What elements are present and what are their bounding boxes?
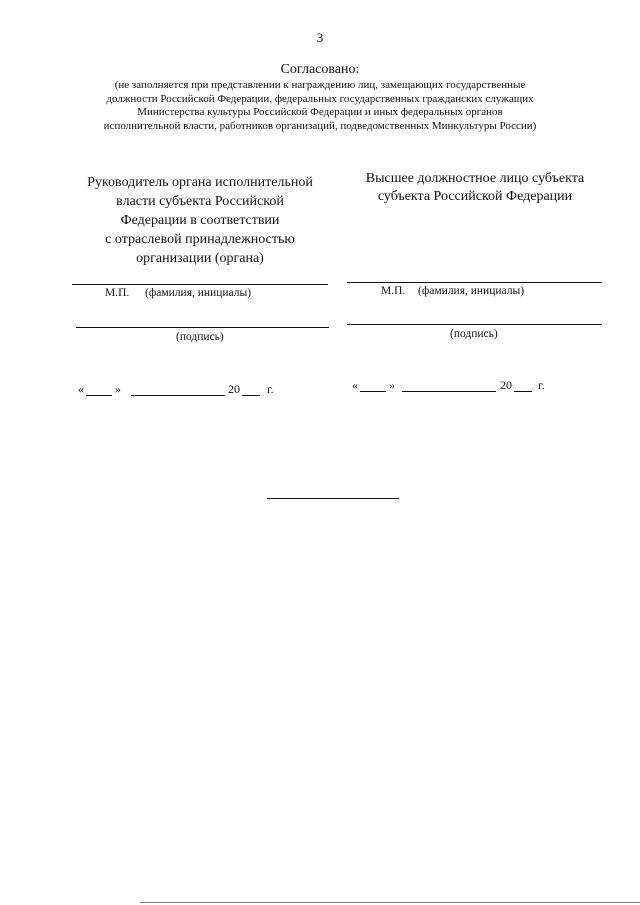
date-open-quote: « [78, 382, 84, 396]
date-year-blank [242, 395, 260, 396]
note-line: Министерства культуры Российской Федерации и иных федеральных органов [137, 106, 503, 118]
date-month-blank [402, 391, 496, 392]
date-year-suffix: г. [538, 378, 545, 392]
date-month-blank [131, 395, 225, 396]
left-name-line [72, 284, 328, 285]
left-signatory-role [62, 173, 338, 268]
note-line: исполнительной власти, работников организаций, подведомственных Минкультуры России) [103, 119, 537, 132]
date-close-quote: » [115, 382, 121, 396]
role-line: Руководитель органа исполнительной [87, 175, 313, 190]
left-stamp-label: М.П. [105, 287, 130, 299]
left-date-field [78, 382, 288, 398]
right-name-caption: (фамилия, инициалы) [418, 285, 525, 297]
right-signature-line [347, 324, 602, 325]
page-bottom-edge [140, 902, 640, 903]
left-signature-line [76, 327, 329, 328]
right-date-field [352, 378, 562, 394]
right-name-line [347, 282, 602, 283]
date-year-suffix: г. [267, 382, 274, 396]
date-year-prefix: 20 [500, 378, 512, 392]
date-year-blank [514, 391, 532, 392]
date-close-quote: » [389, 378, 395, 392]
role-line: Федерации в соответствии [120, 213, 280, 228]
right-signature-caption: (подпись) [450, 328, 498, 340]
note-line: (не заполняется при представлении к награждению лиц, замещающих государственные [114, 79, 526, 91]
role-line: власти субъекта Российской [116, 194, 284, 209]
date-open-quote: « [352, 378, 358, 392]
page-number: 3 [316, 30, 324, 45]
date-year-prefix: 20 [228, 382, 240, 396]
role-line: субъекта Российской Федерации [377, 189, 573, 204]
date-day-blank [86, 395, 112, 396]
left-name-caption: (фамилия, инициалы) [145, 287, 252, 299]
approval-note [60, 79, 580, 133]
role-line: с отраслевой принадлежностью [105, 232, 295, 247]
note-line: должности Российской Федерации, федеральных государственных гражданских служащих [106, 92, 534, 105]
closing-separator-line [267, 498, 399, 499]
approval-title: Согласовано: [280, 62, 360, 77]
role-line: организации (органа) [136, 251, 264, 266]
role-line: Высшее должностное лицо субъекта [365, 171, 585, 186]
date-day-blank [360, 391, 386, 392]
right-signatory-role [340, 170, 610, 206]
right-stamp-label: М.П. [381, 285, 406, 297]
left-signature-caption: (подпись) [176, 331, 224, 343]
